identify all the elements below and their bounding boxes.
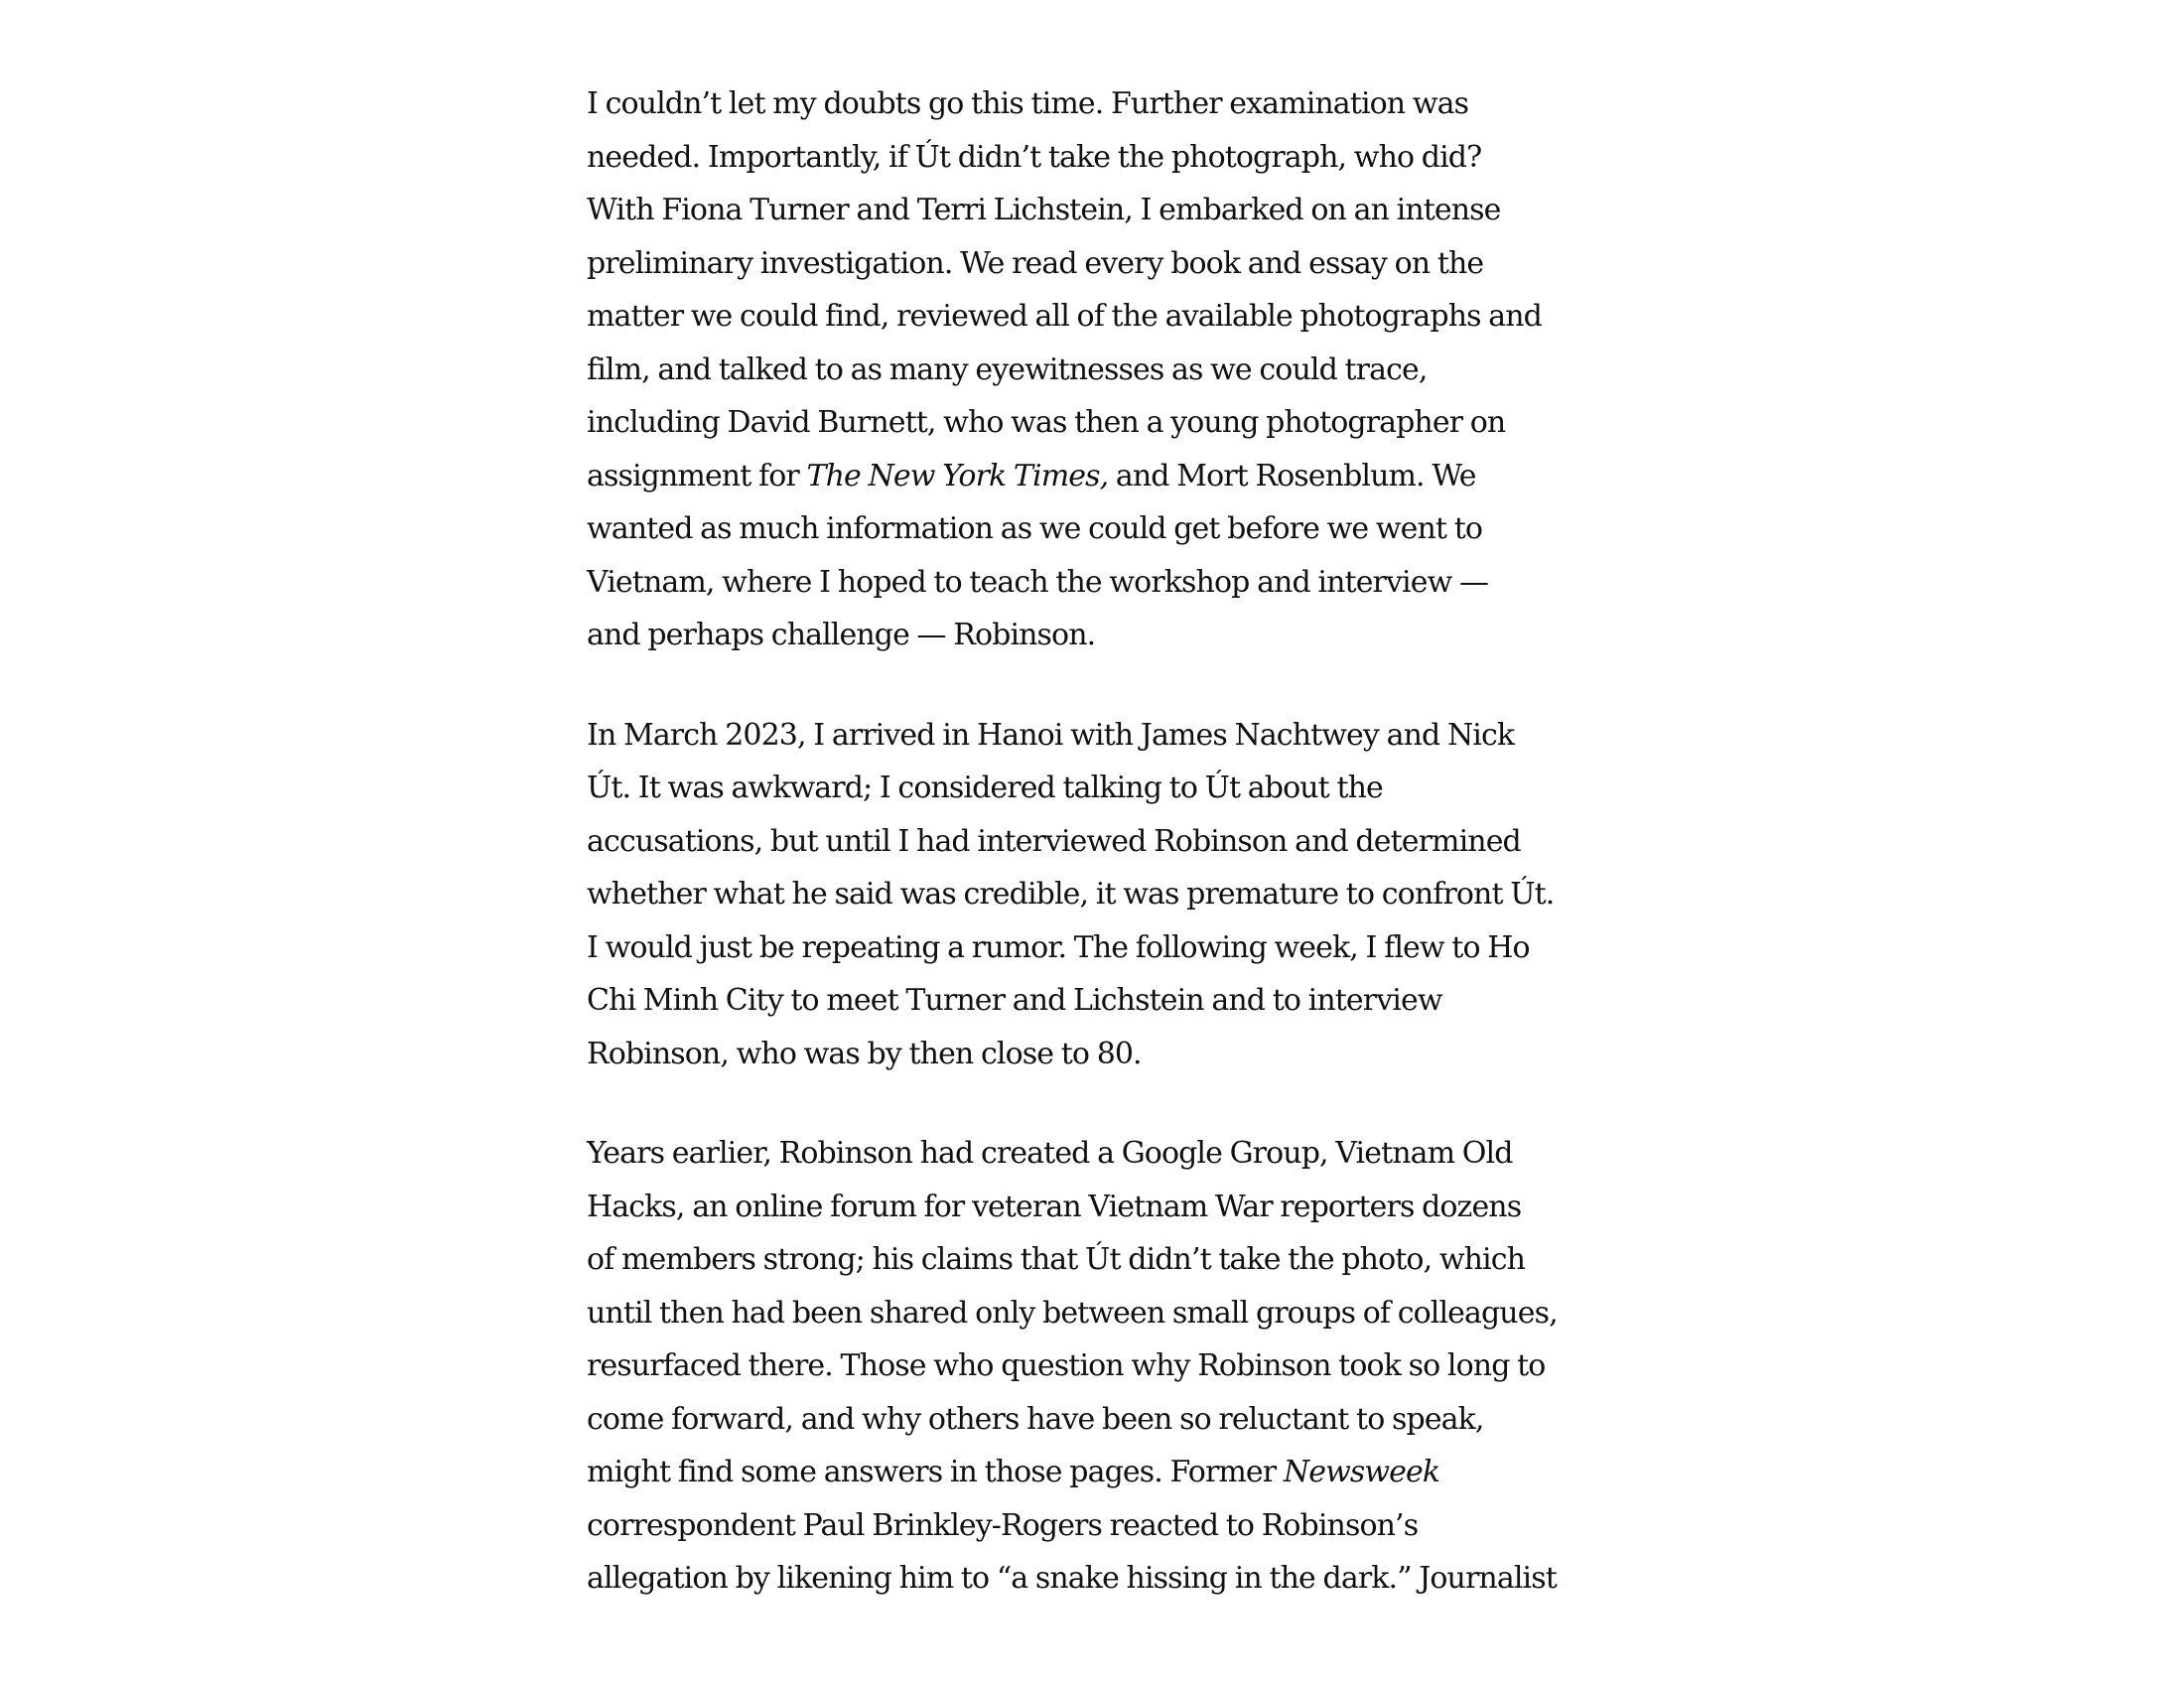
text-line: allegation by likening him to “a snake hissing in the dark.” Journalist	[587, 1561, 1557, 1596]
text-line: I couldn’t let my doubts go this time. Further examination was	[587, 86, 1469, 121]
text-line: might find some answers in those pages. Former Newsweek	[587, 1455, 1440, 1489]
text-line: until then had been shared only between small groups of colleagues,	[587, 1295, 1558, 1331]
text-line: accusations, but until I had interviewed Robinson and determined	[587, 823, 1521, 859]
publication-title: The New York Times,	[806, 458, 1109, 493]
text-line: whether what he said was credible, it was premature to confront Út.	[587, 877, 1555, 912]
publication-title: Newsweek	[1283, 1455, 1440, 1489]
text-line: Vietnam, where I hoped to teach the workshop and interview —	[587, 564, 1489, 600]
text-line: come forward, and why others have been so reluctant to speak,	[587, 1401, 1484, 1437]
text-line: I would just be repeating a rumor. The following week, I flew to Ho	[587, 929, 1530, 965]
text-line: needed. Importantly, if Út didn’t take the photograph, who did?	[587, 139, 1482, 175]
text-line: resurfaced there. Those who question why Robinson took so long to	[587, 1348, 1546, 1383]
text-line: film, and talked to as many eyewitnesses as we could trace,	[587, 352, 1428, 387]
text-line: including David Burnett, who was then a young photographer on	[587, 405, 1506, 440]
text-line: Robinson, who was by then close to 80.	[587, 1036, 1142, 1071]
paragraph-2	[587, 709, 1624, 1081]
text-line: assignment for The New York Times, and Mort Rosenblum. We	[587, 458, 1476, 493]
text-line: and perhaps challenge — Robinson.	[587, 618, 1096, 652]
text-line: of members strong; his claims that Út didn’t take the photo, which	[587, 1242, 1526, 1277]
text-line: Út. It was awkward; I considered talking to Út about the	[587, 771, 1383, 805]
text-line: Hacks, an online forum for veteran Vietnam War reporters dozens	[587, 1189, 1522, 1224]
text-line: correspondent Paul Brinkley-Rogers reacted to Robinson’s	[587, 1507, 1419, 1543]
text-line: preliminary investigation. We read every book and essay on the	[587, 245, 1484, 281]
text-line: Years earlier, Robinson had created a Google Group, Vietnam Old	[587, 1136, 1513, 1171]
paragraph-3	[587, 1127, 1624, 1606]
text-line: Chi Minh City to meet Turner and Lichstein and to interview	[587, 983, 1442, 1018]
text-line: In March 2023, I arrived in Hanoi with James Nachtwey and Nick	[587, 717, 1515, 753]
text-line: wanted as much information as we could get before we went to	[587, 511, 1483, 546]
text-line: matter we could find, reviewed all of the available photographs and	[587, 299, 1542, 334]
text-line: With Fiona Turner and Terri Lichstein, I embarked on an intense	[587, 193, 1501, 227]
paragraph-1	[587, 77, 1624, 662]
article-body	[587, 77, 1624, 1606]
